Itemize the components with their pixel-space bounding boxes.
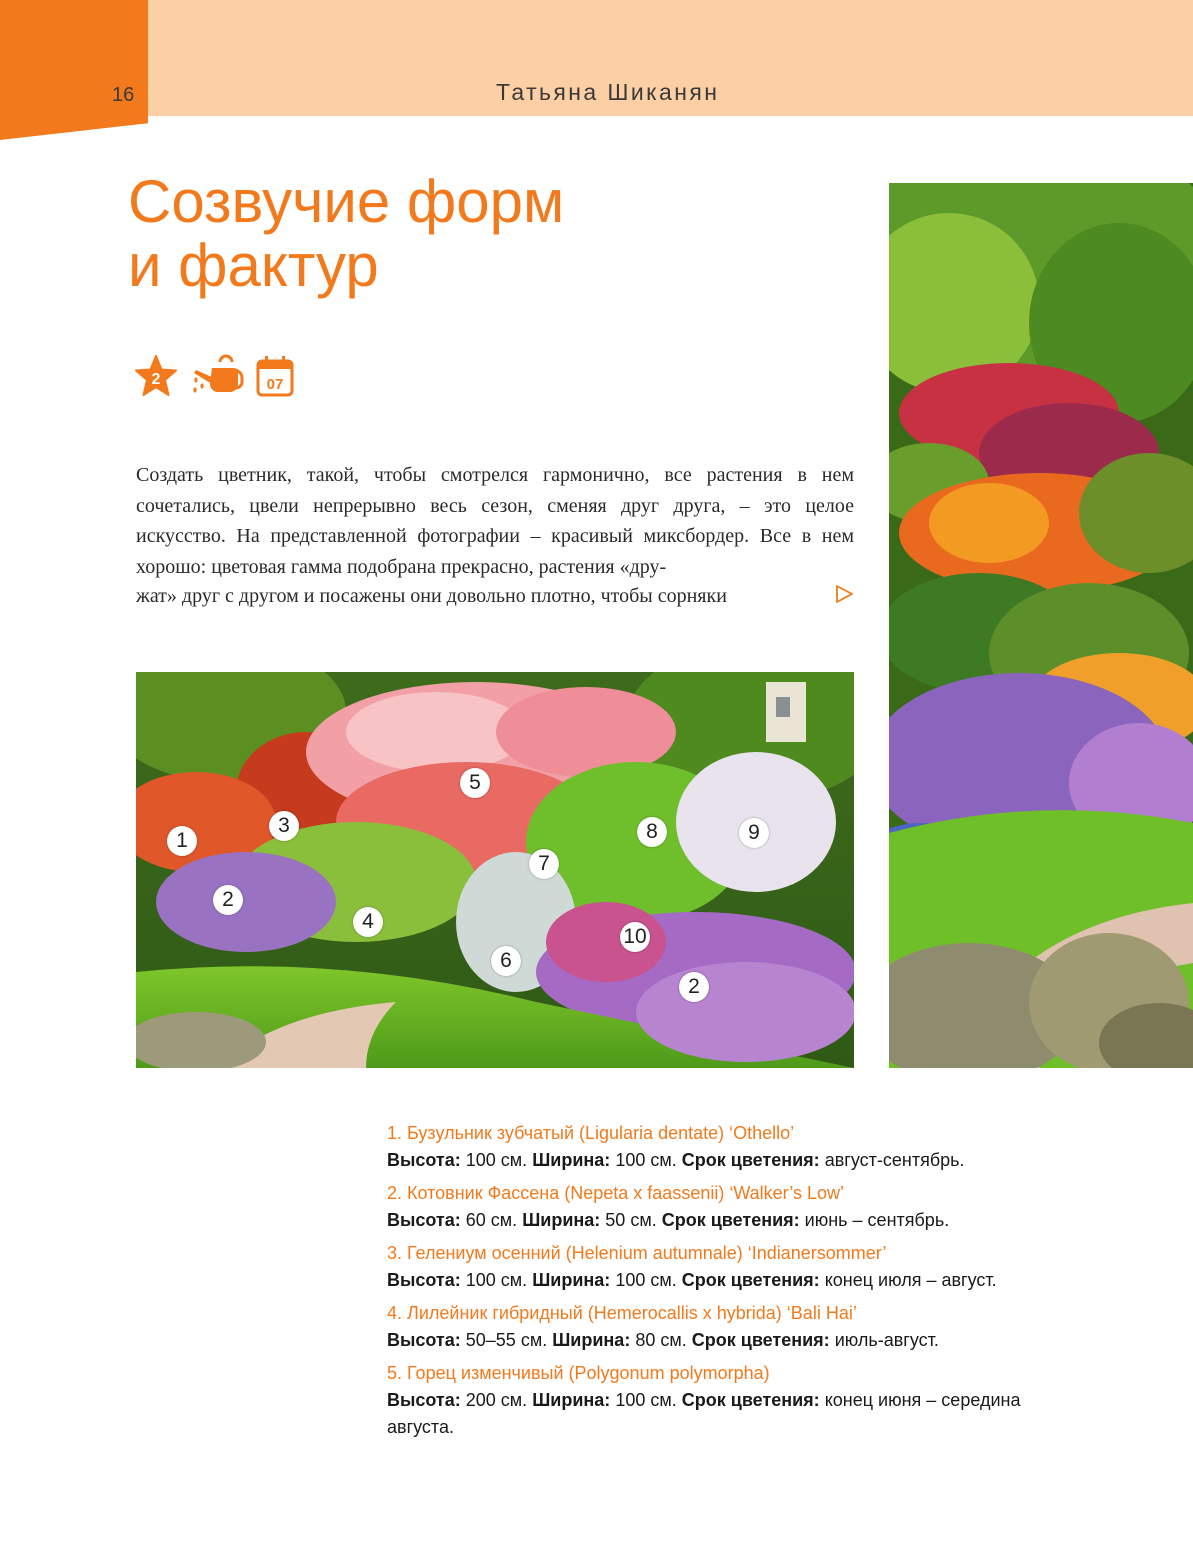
- photo-marker: 6: [491, 946, 521, 976]
- photo-marker: 9: [739, 818, 769, 848]
- photo-marker: 10: [620, 922, 650, 952]
- plant-specs: Высота: 100 см. Ширина: 100 см. Срок цветения: август-сентябрь.: [387, 1150, 965, 1170]
- photo-marker: 3: [269, 811, 299, 841]
- plant-name: 5. Горец изменчивый (Polygonum polymorpha): [387, 1363, 770, 1383]
- triangle-right-icon: [834, 584, 854, 604]
- side-garden-photo: [889, 183, 1193, 1068]
- difficulty-value: 2: [151, 371, 161, 388]
- plant-entry: [387, 1120, 1107, 1174]
- intro-last-line: жат» друг с другом и посажены они довольно плотно, чтобы сорняки: [136, 585, 727, 607]
- title-line-2: и фактур: [128, 232, 379, 299]
- page-number: 16: [112, 84, 135, 106]
- plant-entry: [387, 1180, 1107, 1234]
- plant-name: 2. Котовник Фассена (Nepeta x faassenii) ‘Walker’s Low’: [387, 1183, 845, 1203]
- page-number-tab: [0, 0, 148, 140]
- plant-name: 3. Гелениум осенний (Helenium autumnale) ‘Indianersommer’: [387, 1243, 887, 1263]
- plant-specs: Высота: 200 см. Ширина: 100 см. Срок цветения: конец июня – середина августа.: [387, 1390, 1021, 1437]
- photo-marker: 7: [529, 849, 559, 879]
- photo-marker: 2: [679, 972, 709, 1002]
- photo-marker: 1: [167, 826, 197, 856]
- plant-entry: [387, 1360, 1107, 1441]
- photo-marker: 8: [637, 817, 667, 847]
- watering-can-icon: [190, 354, 246, 400]
- intro-paragraph: Создать цветник, такой, чтобы смотрелся гармонично, все растения в нем сочетались, цвели непрерывно весь сезон, сменяя друг друга, – это целое искусство. На представленной фотографии – красивый миксбордер. Все в нем хорошо: цветовая гамма подобрана прекрасно, растения «дру-: [136, 464, 854, 578]
- author-name: Татьяна Шиканян: [496, 79, 720, 105]
- calendar-month: 07: [266, 376, 284, 393]
- plant-name: 1. Бузульник зубчатый (Ligularia dentate) ‘Othello’: [387, 1123, 795, 1143]
- plant-specs: Высота: 50–55 см. Ширина: 80 см. Срок цветения: июль-август.: [387, 1330, 939, 1350]
- plant-entry: [387, 1240, 1107, 1294]
- plant-entry: [387, 1300, 1107, 1354]
- calendar-icon: [256, 354, 294, 398]
- difficulty-star-icon: [134, 354, 178, 398]
- article-title: [128, 170, 748, 298]
- photo-marker: 5: [460, 768, 490, 798]
- plant-name: 4. Лилейник гибридный (Hemerocallis x hybrida) ‘Bali Hai’: [387, 1303, 857, 1323]
- photo-marker: 4: [353, 907, 383, 937]
- plant-specs: Высота: 100 см. Ширина: 100 см. Срок цветения: конец июля – август.: [387, 1270, 997, 1290]
- plant-list: [387, 1120, 1107, 1447]
- garden-photo: [136, 672, 854, 1068]
- plant-specs: Высота: 60 см. Ширина: 50 см. Срок цветения: июнь – сентябрь.: [387, 1210, 950, 1230]
- photo-marker: 2: [213, 885, 243, 915]
- title-line-1: Созвучие форм: [128, 168, 565, 235]
